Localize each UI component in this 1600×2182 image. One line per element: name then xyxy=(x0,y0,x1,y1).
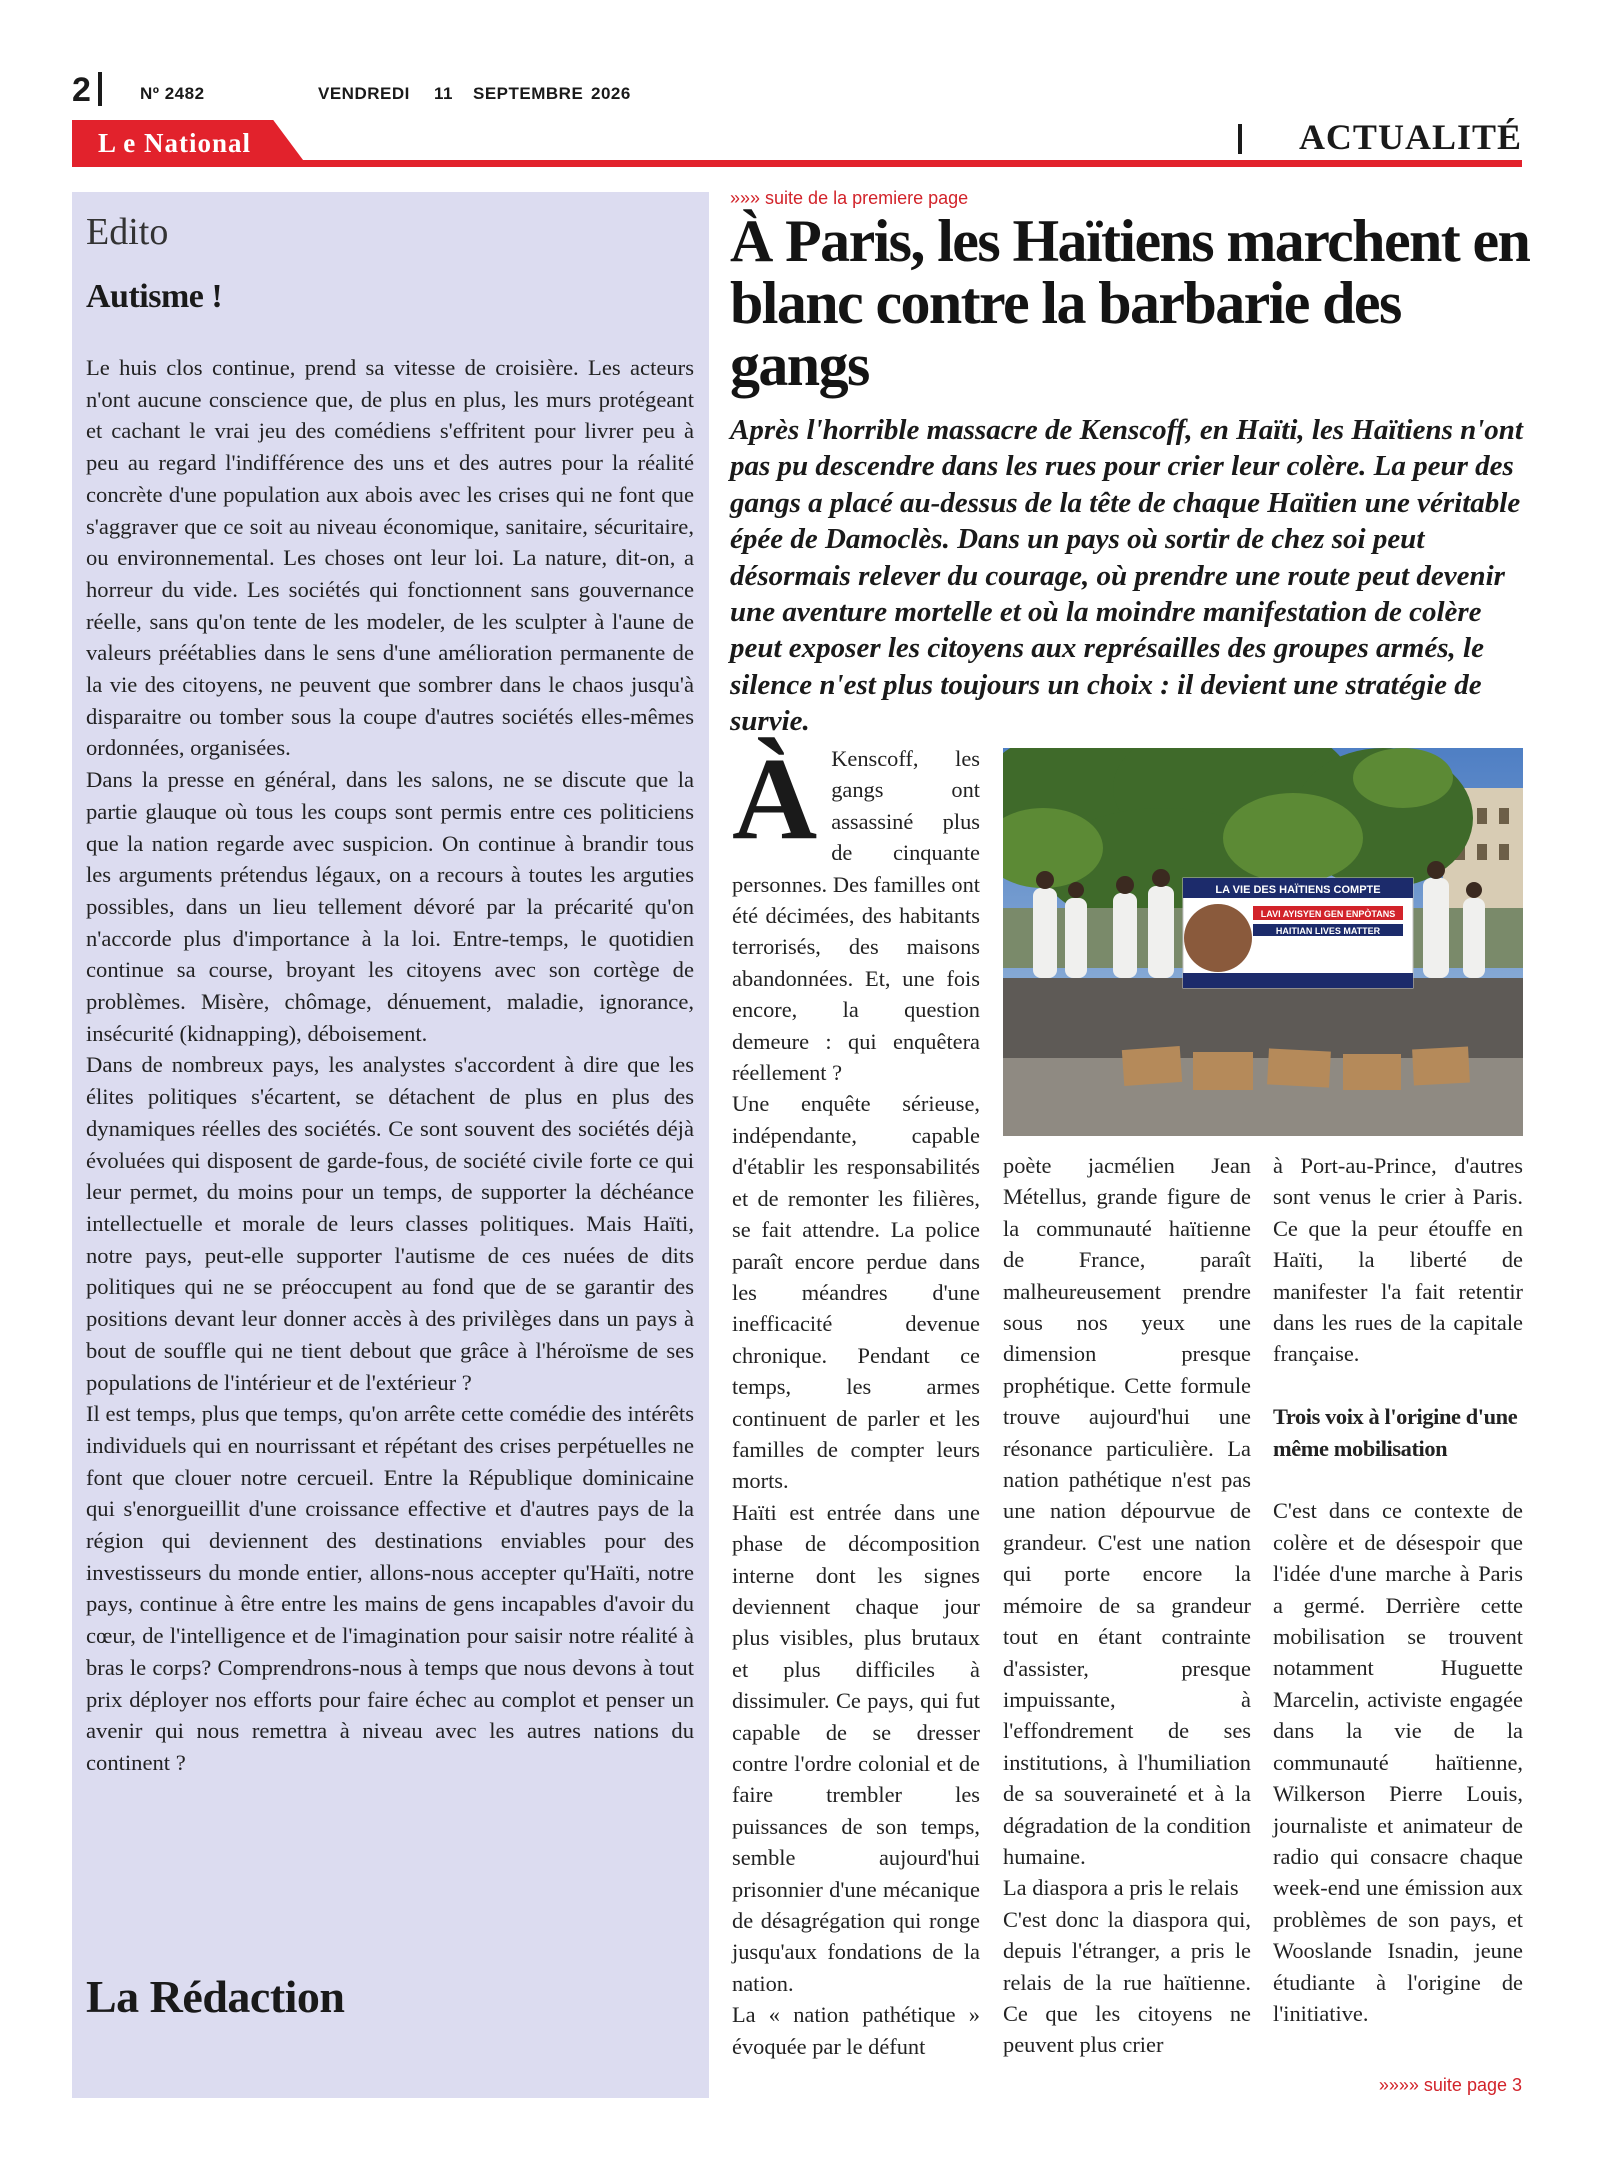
issue-date-number: 11 xyxy=(434,84,453,103)
article-paragraph: Kenscoff, les gangs ont assassiné plus de cinquante personnes. Des familles ont été décimées, des habitants terrorisés, des maisons abandonnées. Et, une fois encore, la question demeure : qui enquêtera réellement ? xyxy=(732,746,980,1086)
article-column-2 xyxy=(1003,1150,1251,2061)
edito-paragraph: Il est temps, plus que temps, qu'on arrête cette comédie des intérêts individuels qui en nourrissant et répétant des crises perpétuelles ne font que clouer notre cercueil. Entre la République dominicaine qui s'enorgueillit d'une croissance effective et d'autres pays de la région qui deviennent des destinations enviables pour des investisseurs du monde entier, allons-nous accepter qu'Haïti, notre pays, continue à être entre les mains de gens incapables d'avoir du cœur, de l'intelligence et de l'imagination pour saisir notre réalité à bras le corps? Comprendrons-nous à temps que nous devons à tout prix déployer nos efforts pour faire échec au complot et penser un avenir qui nous remettra à niveau avec les autres nations du continent ? xyxy=(86,1401,694,1775)
article-headline: À Paris, les Haïtiens marchent en blanc contre la barbarie des gangs xyxy=(730,208,1530,398)
article-paragraph: Haïti est entrée dans une phase de décomposition interne dont les signes deviennent chaque jour plus visibles, plus brutaux et plus difficiles à dissimuler. Ce pays, qui fut capable de se dresser contre l'ordre colonial et de faire trembler les puissances de son temps, semble aujourd'hui prisonnier d'une mécanique de désagrégation qui ronge jusqu'aux fondations de la nation. xyxy=(732,1499,980,1996)
banner-text: LAVI AYISYEN GEN ENPÒTANS xyxy=(1260,909,1396,919)
article-paragraph: Une enquête sérieuse, indépendante, capable d'établir les responsabilités et de remonter les filières, se fait attendre. La police paraît encore perdue dans les méandres d'une inefficacité devenue chronique. Pendant ce temps, les armes continuent de parler et les familles de compter leurs morts. xyxy=(732,1091,980,1494)
newspaper-brand: L e National xyxy=(98,128,252,158)
continued-from-kicker: »»» suite de la premiere page xyxy=(730,188,969,208)
edito-title: Autisme ! xyxy=(86,278,223,315)
page-number-divider xyxy=(98,72,102,106)
edito-signature: La Rédaction xyxy=(86,1971,345,2022)
issue-year: 2026 xyxy=(591,84,631,103)
issue-number: Nº 2482 xyxy=(140,84,205,103)
issue-day: VENDREDI xyxy=(318,84,410,103)
section-label: ACTUALITÉ xyxy=(1298,117,1522,157)
paragraph-spacer xyxy=(1273,1370,1523,1401)
article-column-3 xyxy=(1273,1150,1523,2029)
edito-paragraph: Dans de nombreux pays, les analystes s'accordent à dire que les élites politiques s'écartent, se détachent de plus en plus des dynamiques réelles des sociétés. Ce sont souvent des sociétés déjà évoluées qui disposent de garde-fous, de société civile forte ce qui leur permet, du moins pour un temps, de supporter la déchéance intellectuelle et morale de leurs classes politiques. Mais Haïti, notre pays, peut-elle supporter l'autisme de ces nuées de dits politiques qui ne se préoccupent au fond que de se garantir des positions devant leur donner accès à des privilèges dans un pays à bout de souffle qui ne tient debout que grâce à l'héroïsme de ses populations de l'intérieur et de l'extérieur ? xyxy=(86,1052,694,1395)
edito-paragraph: Le huis clos continue, prend sa vitesse de croisière. Les acteurs n'ont aucune conscience que, de plus en plus, les murs protégeant et cachant le vrai jeu des comédiens s'effritent pour livrer peu à peu au regard l'indifférence des uns et des autres pour la réalité concrète d'une population aux abois avec les crises qui ne font que s'aggraver que ce soit au niveau économique, sanitaire, sécuritaire, ou environnemental. Les choses ont leur loi. La nature, dit-on, a horreur du vide. Les sociétés qui fonctionnent sans gouvernance réelle, sans qu'on tente de les modeler, de les sculpter à l'aune de valeurs préétablies dans le sens d'une amélioration permanente de la vie des citoyens, ne peuvent que sombrer dans le chaos jusqu'à disparaitre ou tomber sous la coupe d'autres sociétés elles-mêmes ordonnées, organisées. xyxy=(86,355,694,761)
drop-cap: À xyxy=(732,733,818,864)
edito-heading: Edito xyxy=(86,211,169,253)
march-photo xyxy=(1003,748,1523,1136)
article-paragraph: à Port-au-Prince, d'autres sont venus le crier à Paris. Ce que la peur étouffe en Haïti, la liberté de manifester l'a fait retentir dans les rues de la capitale française. xyxy=(1273,1153,1523,1367)
page-number: 2 xyxy=(72,71,91,109)
article-standfirst: Après l'horrible massacre de Kenscoff, en Haïti, les Haïtiens n'ont pas pu descendre dans les rues pour crier leur colère. La peur des gangs a placé au-dessus de la tête de chaque Haïtien une véritable épée de Damoclès. Dans un pays où sortir de chez soi peut désormais relever du courage, où prendre une route peut devenir une aventure mortelle et où la moindre manifestation de colère peut exposer les citoyens aux représailles des groupes armés, le silence n'est plus toujours un choix : il devient une stratégie de survie. xyxy=(730,414,1523,738)
article-paragraph: C'est donc la diaspora qui, depuis l'étranger, a pris le relais de la rue haïtienne. Ce que les citoyens ne peuvent plus crier xyxy=(1003,1906,1251,2058)
article-paragraph: La « nation pathétique » évoquée par le défunt xyxy=(732,2002,980,2059)
article-paragraph: La diaspora a pris le relais xyxy=(1003,1875,1239,1901)
edito-body xyxy=(86,352,694,1779)
banner-text: HAITIAN LIVES MATTER xyxy=(1275,926,1381,936)
paragraph-spacer xyxy=(1273,1464,1523,1495)
article-subhead: Trois voix à l'origine d'une même mobilisation xyxy=(1273,1404,1518,1461)
issue-month: SEPTEMBRE xyxy=(473,84,584,103)
section-divider xyxy=(1238,124,1242,154)
edito-paragraph: Dans la presse en général, dans les salons, ne se discute que la partie glauque où tous les coups sont permis entre ces politiciens que la nation regarde avec suspicion. On continue à brandir tous les arguments prétendus légaux, on a recours à toutes les arguties possibles, dans un lieu tellement dévoré par la précarité qu'on n'accorde plus d'importance à la loi. Entre-temps, le quotidien continue sa course, broyant les citoyens avec son cortège de problèmes. Misère, chômage, dénuement, maladie, ignorance, insécurité (kidnapping), déboisement. xyxy=(86,767,694,1046)
article-column-1 xyxy=(732,733,980,2062)
article-paragraph: C'est dans ce contexte de colère et de désespoir que l'idée d'une marche à Paris a germé. Derrière cette mobilisation se trouvent notamment Huguette Marcelin, activiste engagée dans la vie de la communauté haïtienne, Wilkerson Pierre Louis, journaliste et animateur de radio qui consacre chaque week-end une émission aux problèmes de son pays, et Wooslande Isnadin, jeune étudiante à l'origine de l'initiative. xyxy=(1273,1498,1523,2026)
banner-text: LA VIE DES HAÏTIENS COMPTE xyxy=(1215,884,1381,896)
article-paragraph: poète jacmélien Jean Métellus, grande figure de la communauté haïtienne de France, paraît malheureusement prendre sous nos yeux une dimension presque prophétique. Cette formule trouve aujourd'hui une résonance particulière. La nation pathétique n'est pas une nation dépourvue de grandeur. C'est une nation qui porte encore la mémoire de sa grandeur tout en étant contrainte d'assister, presque impuissante, à l'effondrement de ses institutions, à l'humiliation de sa souveraineté et à la dégradation de la condition humaine. xyxy=(1003,1153,1251,1869)
continued-on-link[interactable]: »»»» suite page 3 xyxy=(1378,2075,1522,2095)
